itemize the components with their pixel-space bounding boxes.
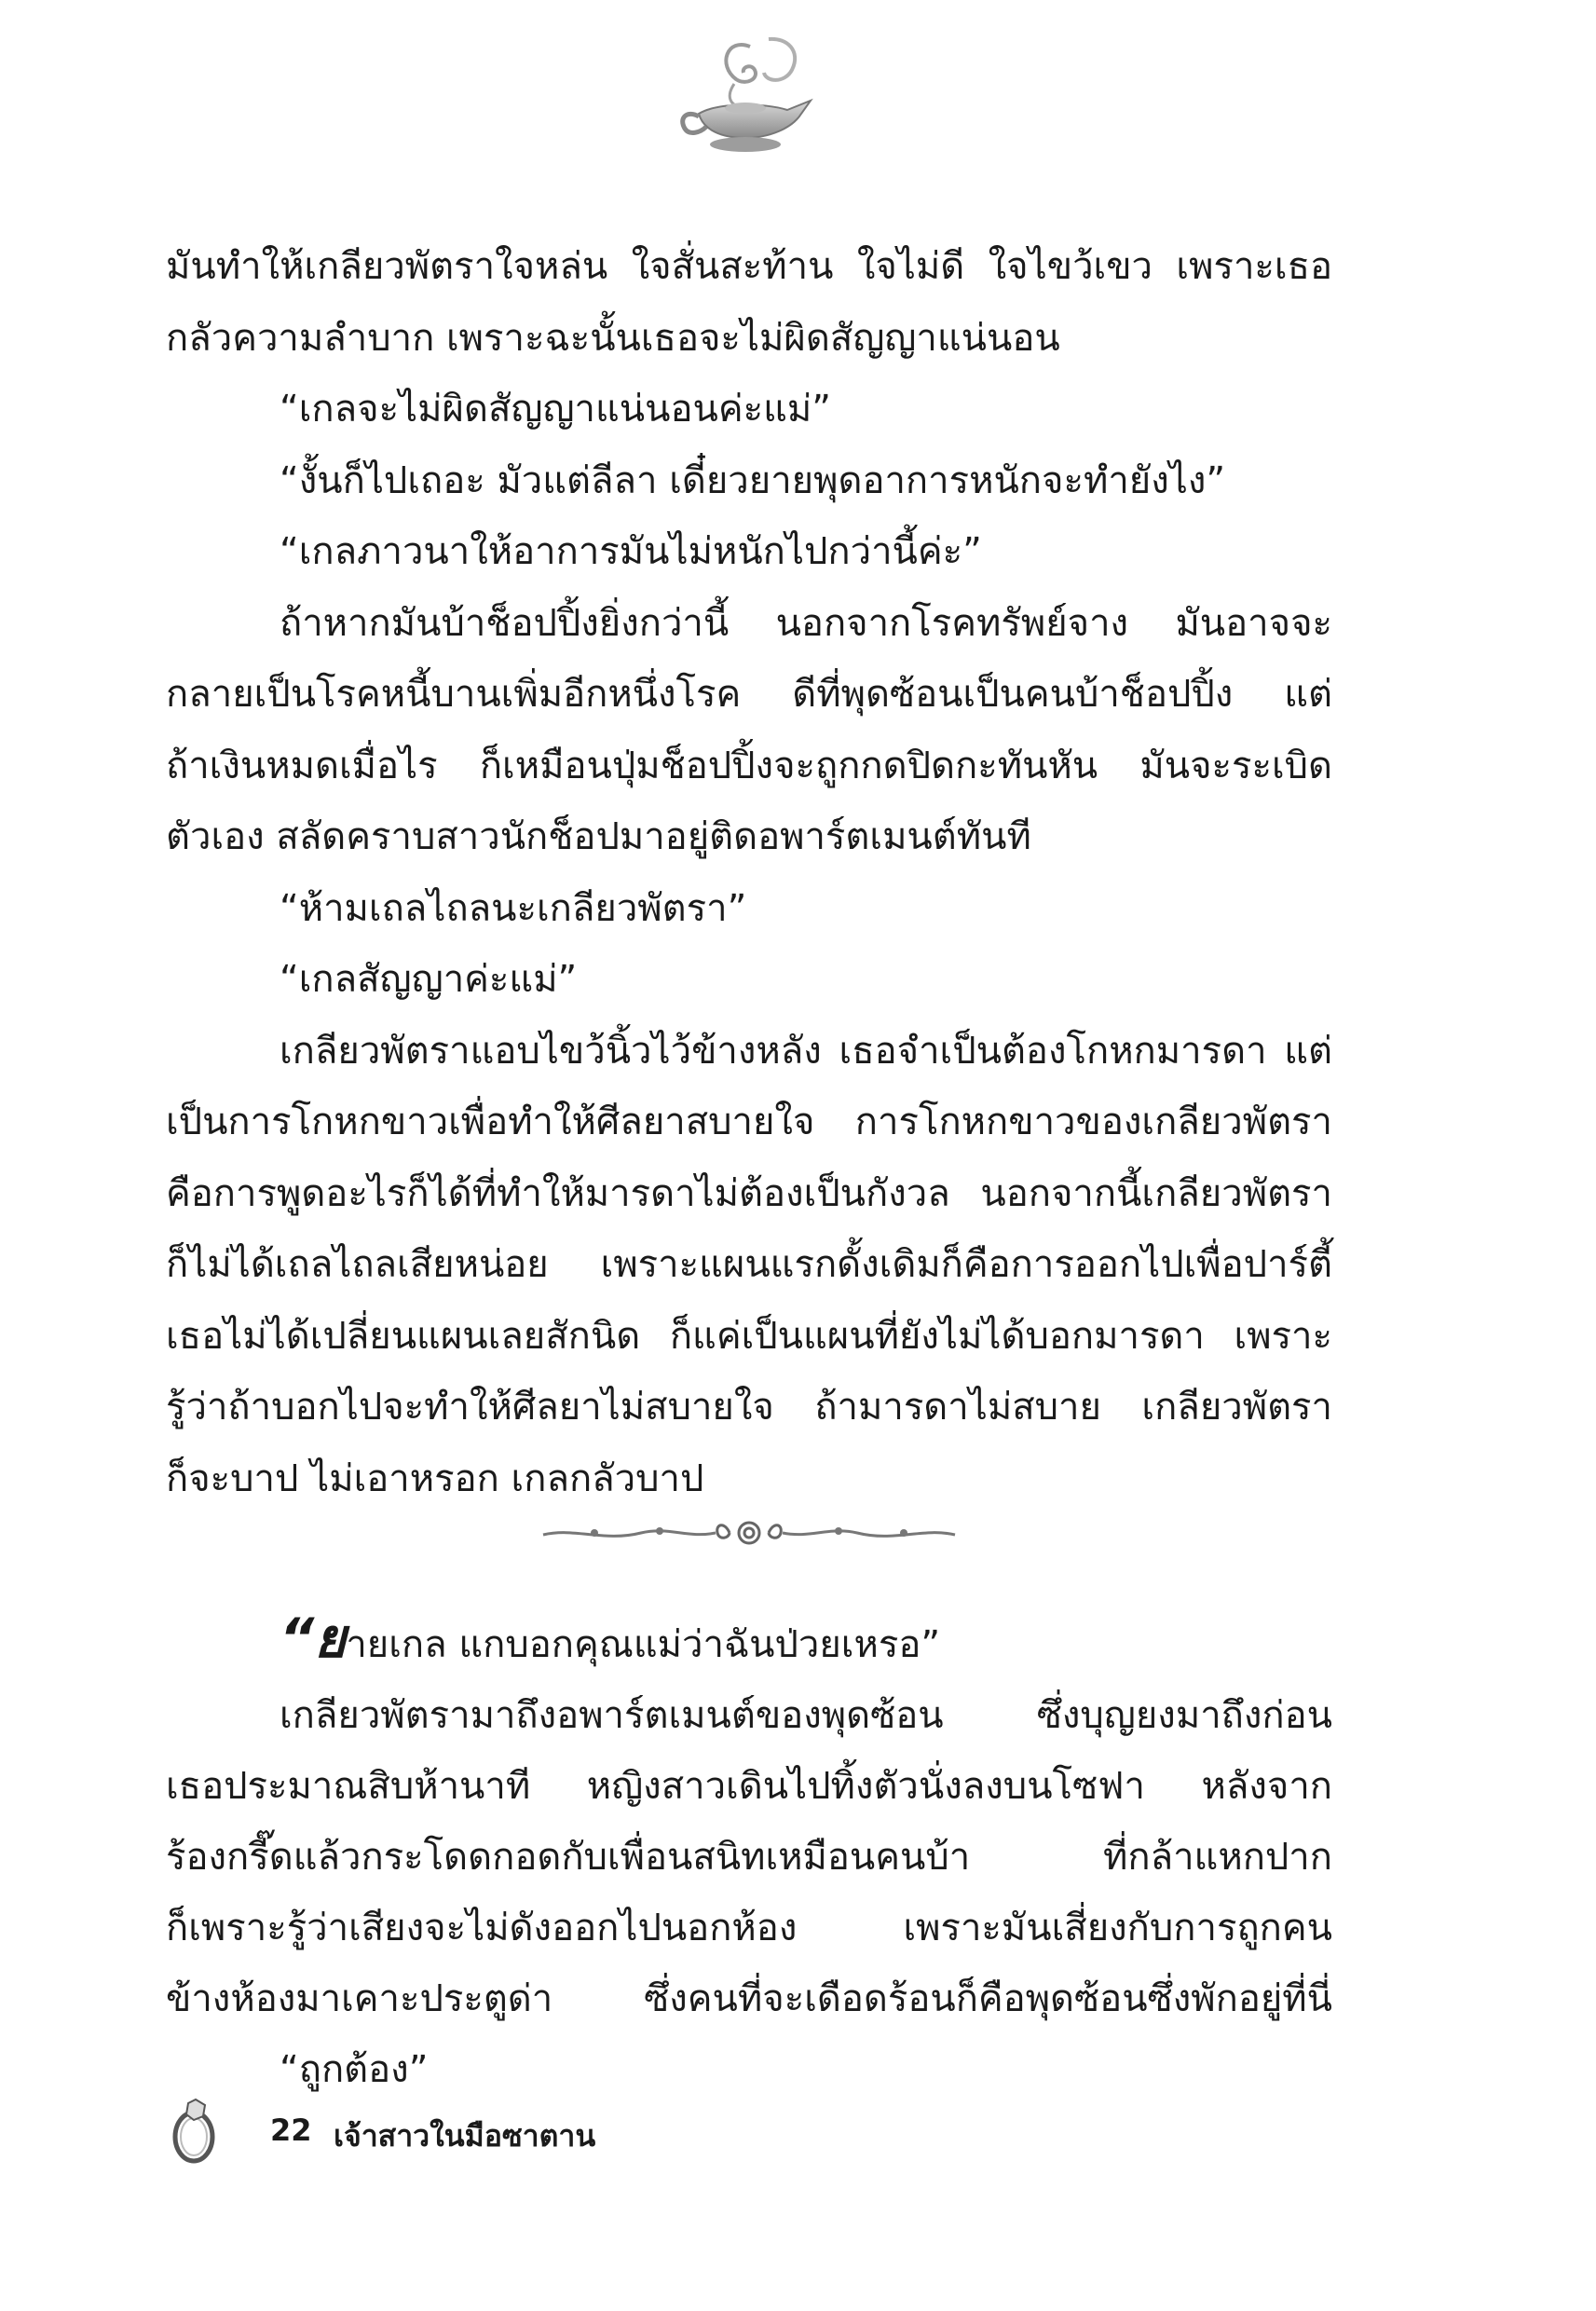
paragraph-line: ตัวเอง สลัดคราบสาวนักช็อปมาอยู่ติดอพาร์ตเมนต์ทันที — [166, 815, 1031, 858]
page-number: 22 — [270, 2113, 312, 2148]
paragraph-line: เป็นการโกหกขาวเพื่อทำให้ศีลยาสบายใจ การโกหกขาวของเกลียวพัตรา — [166, 1101, 1332, 1143]
paragraph-line: ถ้าหากมันบ้าช็อปปิ้งยิ่งกว่านี้ นอกจากโรคทรัพย์จาง มันอาจจะ — [280, 601, 1332, 645]
floral-divider-icon — [539, 1514, 960, 1552]
dialogue-line: “ถูกต้อง” — [280, 2048, 429, 2091]
magic-lamp-icon — [662, 28, 820, 168]
dialogue-line: “ห้ามเถลไถลนะเกลียวพัตรา” — [280, 886, 747, 930]
section-two — [166, 1603, 1332, 2105]
paragraph-line: คือการพูดอะไรก็ได้ที่ทำให้มารดาไม่ต้องเป็นกังวล นอกจากนี้เกลียวพัตรา — [166, 1171, 1332, 1215]
ring-icon — [168, 2092, 224, 2167]
paragraph-line: ถ้าเงินหมดเมื่อไร ก็เหมือนปุ่มช็อปปิ้งจะถูกกดปิดกะทันหัน มันจะระเบิด — [166, 744, 1332, 787]
paragraph-line: เกลียวพัตราแอบไขว้นิ้วไว้ข้างหลัง เธอจำเป็นต้องโกหกมารดา แต่ — [280, 1029, 1332, 1073]
paragraph-line: เกลียวพัตรามาถึงอพาร์ตเมนต์ของพุดซ้อน ซึ่งบุญยงมาถึงก่อน — [280, 1694, 1332, 1737]
paragraph-line: ร้องกรี๊ดแล้วกระโดดกอดกับเพื่อนสนิทเหมือนคนบ้า ที่กล้าแหกปาก — [166, 1836, 1332, 1879]
book-title: เจ้าสาวในมือซาตาน — [334, 2118, 596, 2154]
dialogue-line: “เกลสัญญาค่ะแม่” — [280, 958, 578, 1001]
paragraph-line: รู้ว่าถ้าบอกไปจะทำให้ศีลยาไม่สบายใจ ถ้ามารดาไม่สบาย เกลียวพัตรา — [166, 1386, 1332, 1429]
paragraph-line: ข้างห้องมาเคาะประตูด่า ซึ่งคนที่จะเดือดร้อนก็คือพุดซ้อนซึ่งพักอยู่ที่นี่ — [166, 1977, 1332, 2020]
paragraph-line: เธอไม่ได้เปลี่ยนแผนเลยสักนิด ก็แค่เป็นแผนที่ยังไม่ได้บอกมารดา เพราะ — [166, 1314, 1332, 1358]
paragraph-line: กลัวความลำบาก เพราะฉะนั้นเธอจะไม่ผิดสัญญาแน่นอน — [166, 316, 1060, 360]
paragraph-line: ก็เพราะรู้ว่าเสียงจะไม่ดังออกไปนอกห้อง เพราะมันเสี่ยงกับการถูกคน — [166, 1907, 1332, 1949]
dialogue-line: “เกลจะไม่ผิดสัญญาแน่นอนค่ะแม่” — [280, 388, 831, 431]
page-footer — [168, 2092, 913, 2167]
paragraph-line: เธอประมาณสิบห้านาที หญิงสาวเดินไปทิ้งตัวนั่งลงบนโซฟา หลังจาก — [166, 1765, 1332, 1808]
dropcap-letter: ย — [314, 1607, 347, 1670]
first-line-rest: ายเกล แกบอกคุณแม่ว่าฉันป่วยเหรอ” — [346, 1623, 941, 1666]
paragraph-line: ก็ไม่ได้เถลไถลเสียหน่อย เพราะแผนแรกดั้งเดิมก็คือการออกไปเพื่อปาร์ตี้ — [166, 1243, 1332, 1286]
dropcap-quote: “ — [280, 1607, 315, 1670]
dialogue-line: “งั้นก็ไปเถอะ มัวแต่ลีลา เดี๋ยวยายพุดอาการหนักจะทำยังไง” — [280, 458, 1226, 502]
paragraph-line: มันทำให้เกลียวพัตราใจหล่น ใจสั่นสะท้าน ใจไม่ดี ใจไขว้เขว เพราะเธอ — [166, 245, 1332, 288]
body-text — [166, 231, 1332, 1514]
dialogue-line: “เกลภาวนาให้อาการมันไม่หนักไปกว่านี้ค่ะ” — [280, 530, 982, 573]
paragraph-line: กลายเป็นโรคหนี้บานเพิ่มอีกหนึ่งโรค ดีที่พุดซ้อนเป็นคนบ้าช็อปปิ้ง แต่ — [166, 673, 1332, 716]
paragraph-line: ก็จะบาป ไม่เอาหรอก เกลกลัวบาป — [166, 1456, 704, 1500]
section-opening-line — [166, 1603, 1332, 1680]
